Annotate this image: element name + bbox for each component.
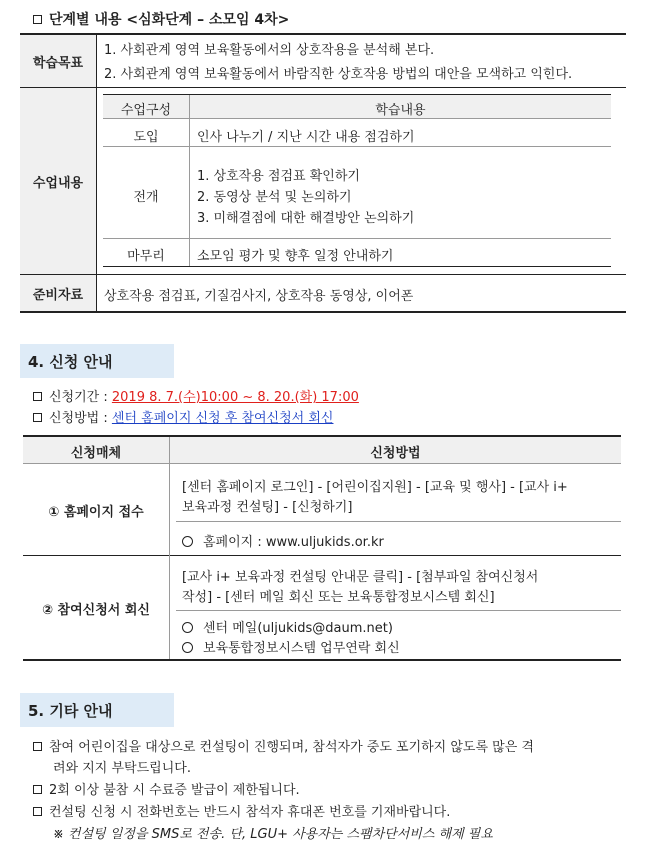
inner-header-stage: 수업구성 bbox=[120, 103, 172, 118]
inner-col-divider bbox=[189, 95, 190, 266]
apply-media-form: ② 참여신청서 회신 bbox=[42, 603, 150, 618]
apply-table-subdivider bbox=[176, 521, 621, 522]
etc-item-continuation: 려와 지지 부탁드립니다. bbox=[53, 761, 191, 776]
inner-row-divider bbox=[103, 238, 611, 239]
stage-develop: 전개 bbox=[133, 190, 159, 205]
circle-bullet-icon bbox=[182, 642, 193, 653]
checkbox-square-icon bbox=[33, 15, 42, 24]
apply-table-col-method: 신청방법 bbox=[370, 446, 421, 461]
apply-table-top bbox=[23, 435, 621, 437]
apply-path-line: [교사 i+ 보육과정 컨설팅 안내문 클릭] - [첨부파일 참여신청서 bbox=[182, 570, 539, 585]
etc-item: 컨설팅 신청 시 전화번호는 반드시 참석자 휴대폰 번호를 기재바랍니다. bbox=[33, 801, 450, 820]
stage-develop-line: 2. 동영상 분석 및 논의하기 bbox=[197, 190, 352, 205]
inner-row-divider bbox=[103, 146, 611, 147]
checkbox-square-icon bbox=[33, 413, 42, 422]
materials-text: 상호작용 점검표, 기질검사지, 상호작용 동영상, 이어폰 bbox=[104, 289, 414, 304]
stage-intro-content: 인사 나누기 / 지난 시간 내용 점검하기 bbox=[197, 130, 415, 145]
apply-contact-line: 보육통합정보시스템 업무연락 회신 bbox=[182, 637, 400, 656]
apply-method-label: 신청방법 : bbox=[49, 411, 112, 426]
apply-path-line: 작성] - [센터 메일 회신 또는 보육통합정보시스템 회신] bbox=[182, 590, 495, 605]
apply-table-row-divider bbox=[23, 555, 621, 556]
stage-closing: 마무리 bbox=[127, 249, 165, 264]
checkbox-square-icon bbox=[33, 392, 42, 401]
goal-item: 2. 사회관계 영역 보육활동에서 바람직한 상호작용 방법의 대안을 모색하고 익힌다. bbox=[104, 67, 573, 82]
apply-table-bottom bbox=[23, 659, 621, 661]
goal-label-cell: 학습목표 bbox=[20, 35, 96, 87]
stage-develop-line: 3. 미해결점에 대한 해결방안 논의하기 bbox=[197, 211, 415, 226]
etc-item: 참여 어린이집을 대상으로 컨설팅이 진행되며, 참석자가 중도 포기하지 않도록 많은 격 bbox=[33, 736, 534, 755]
etc-item: 2회 이상 불참 시 수료증 발급이 제한됩니다. bbox=[33, 779, 300, 798]
checkbox-square-icon bbox=[33, 807, 42, 816]
apply-method-row bbox=[33, 407, 333, 426]
apply-period-value: 2019 8. 7.(수)10:00 ~ 8. 20.(화) 17:00 bbox=[111, 390, 359, 405]
apply-table-subdivider bbox=[176, 610, 621, 611]
apply-path-line: 보육과정 컨설팅] - [신청하기] bbox=[182, 500, 353, 515]
apply-period-row bbox=[33, 386, 359, 405]
apply-contact-line: 홈페이지 : www.uljukids.or.kr bbox=[182, 531, 384, 550]
apply-section-heading: 4. 신청 안내 bbox=[20, 344, 174, 378]
stage-section-title-row bbox=[33, 9, 289, 29]
table-border-bottom bbox=[20, 311, 626, 313]
apply-media-homepage: ① 홈페이지 접수 bbox=[48, 505, 144, 520]
stage-section-title: 단계별 내용 <심화단계 – 소모임 4차> bbox=[49, 12, 290, 28]
apply-table-col-divider bbox=[169, 437, 170, 659]
table-col-divider bbox=[96, 35, 97, 311]
table-row-divider bbox=[20, 87, 626, 88]
checkbox-square-icon bbox=[33, 785, 42, 794]
etc-section-heading: 5. 기타 안내 bbox=[20, 693, 174, 727]
circle-bullet-icon bbox=[182, 536, 193, 547]
checkbox-square-icon bbox=[33, 742, 42, 751]
apply-period-label: 신청기간 : bbox=[49, 390, 112, 405]
apply-method-value: 센터 홈페이지 신청 후 참여신청서 회신 bbox=[111, 411, 334, 426]
table-border-top bbox=[20, 33, 626, 35]
stage-intro: 도입 bbox=[133, 130, 159, 145]
goal-item: 1. 사회관계 영역 보육활동에서의 상호작용을 분석해 본다. bbox=[104, 43, 435, 58]
apply-path-line: [센터 홈페이지 로그인] - [어린이집지원] - [교육 및 행사] - [교사 i+ bbox=[182, 480, 568, 495]
inner-table-bottom bbox=[103, 266, 611, 267]
inner-header-divider bbox=[103, 118, 611, 119]
table-row-divider bbox=[20, 274, 626, 275]
apply-table-col-media: 신청매체 bbox=[70, 446, 122, 461]
inner-header-content: 학습내용 bbox=[375, 103, 426, 118]
circle-bullet-icon bbox=[182, 622, 193, 633]
apply-table-header-divider bbox=[23, 463, 621, 464]
stage-develop-line: 1. 상호작용 점검표 확인하기 bbox=[197, 169, 360, 184]
stage-closing-content: 소모임 평가 및 향후 일정 안내하기 bbox=[197, 249, 394, 264]
materials-label-cell: 준비자료 bbox=[20, 275, 96, 311]
content-label-cell: 수업내용 bbox=[20, 88, 96, 274]
etc-note: ※ 컨설팅 일정을 SMS로 전송. 단, LGU+ 사용자는 스팸차단서비스 해제 필요 bbox=[53, 827, 493, 842]
apply-contact-line: 센터 메일(uljukids@daum.net) bbox=[182, 617, 393, 636]
